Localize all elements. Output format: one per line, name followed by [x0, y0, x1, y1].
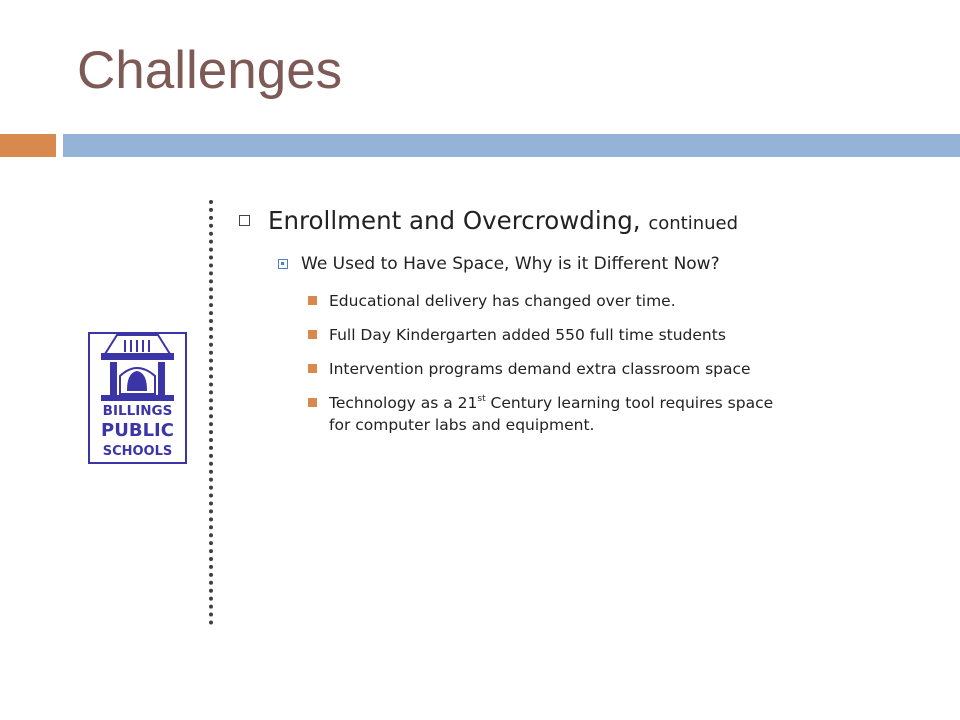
dotted-divider — [209, 200, 213, 625]
list-item — [238, 392, 938, 436]
filled-square-bullet-icon — [308, 364, 317, 373]
list-item-text: Intervention programs demand extra classroom space — [329, 360, 751, 378]
slide-content — [238, 200, 938, 436]
accent-bar-blue — [63, 134, 960, 157]
list-item-text: Full Day Kindergarten added 550 full time students — [329, 326, 726, 344]
list-item — [238, 324, 938, 346]
heading-bullet-item — [238, 200, 938, 242]
slide-title: Challenges — [77, 41, 343, 100]
list-item-text-post: Century learning tool requires space — [485, 394, 774, 412]
list-item-text-pre: Technology as a 21 — [329, 394, 478, 412]
list-item — [238, 290, 938, 312]
list-item-text: Educational delivery has changed over time. — [329, 292, 676, 310]
heading-continued: continued — [648, 213, 739, 234]
logo-line-public: PUBLIC — [101, 420, 174, 441]
logo-line-billings: BILLINGS — [102, 403, 173, 419]
hollow-square-bullet-icon — [239, 215, 250, 226]
subheading-text: We Used to Have Space, Why is it Different Now? — [301, 254, 720, 274]
list-item — [238, 358, 938, 380]
filled-square-bullet-icon — [308, 330, 317, 339]
superscript-st: st — [477, 394, 486, 404]
list-item-text-line2: for computer labs and equipment. — [329, 416, 595, 434]
filled-square-bullet-icon — [308, 296, 317, 305]
accent-bar-orange — [0, 134, 56, 157]
school-bell-building-icon — [102, 335, 173, 400]
logo-line-schools: SCHOOLS — [102, 444, 173, 459]
heading-text: Enrollment and Overcrowding, — [268, 206, 641, 235]
billings-public-schools-logo — [88, 332, 187, 464]
filled-square-bullet-icon — [308, 398, 317, 407]
boxed-square-bullet-icon — [278, 259, 288, 269]
subheading-bullet-item — [238, 250, 938, 278]
